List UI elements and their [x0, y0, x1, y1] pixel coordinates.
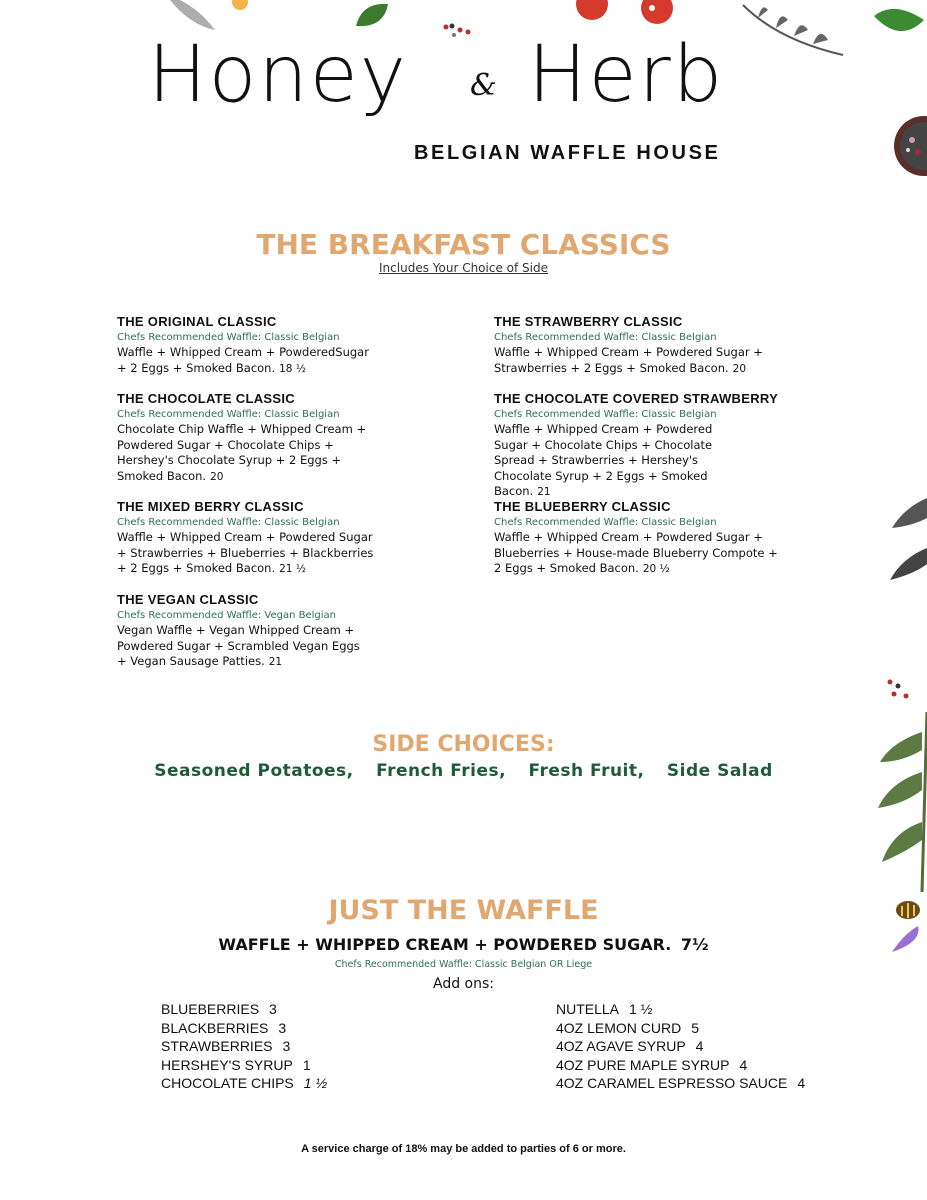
addon-item: BLUEBERRIES 3 [161, 1001, 277, 1017]
waffle-recommendation: Chefs Recommended Waffle: Classic Belgian OR Liege [334, 959, 593, 970]
side-item: French Fries, [376, 761, 507, 781]
section-title-just-the-waffle: JUST THE WAFFLE [328, 895, 599, 926]
side-item: Side Salad [666, 761, 773, 781]
spice-bowl-icon [890, 116, 927, 178]
item-description: Vegan Waffle + Vegan Whipped Cream + Powdered Sugar + Scrambled Vegan Eggs + Vegan Sausage Patties. 21 [117, 623, 360, 668]
brand-word-honey: Honey [148, 30, 408, 120]
item-description: Waffle + Whipped Cream + Powdered Sugar + Blueberries + House-made Blueberry Compote + 2 Eggs + Smoked Bacon. 20 ½ [494, 530, 778, 575]
item-name: THE BLUEBERRY CLASSIC [494, 499, 671, 514]
section-title-breakfast-classics: THE BREAKFAST CLASSICS [256, 228, 671, 261]
menu-item [117, 592, 487, 671]
addon-item: 4OZ PURE MAPLE SYRUP 4 [556, 1056, 748, 1073]
decorative-herb-top-right [738, 0, 848, 60]
item-description: Waffle + Whipped Cream + Powdered Sugar + Strawberries + 2 Eggs + Smoked Bacon. 20 [494, 345, 763, 375]
item-name: THE ORIGINAL CLASSIC [117, 314, 277, 329]
item-price: 20 [210, 470, 224, 483]
addon-item: 4OZ LEMON CURD 5 [556, 1019, 700, 1036]
addon-item: NUTELLA 1 ½ [556, 1001, 653, 1017]
addons-label: Add ons: [432, 976, 494, 992]
item-recommendation: Chefs Recommended Waffle: Classic Belgian [117, 409, 340, 420]
addon-item: BLACKBERRIES 3 [161, 1019, 287, 1036]
item-name: THE CHOCOLATE COVERED STRAWBERRY [494, 391, 779, 406]
side-item: Fresh Fruit, [528, 761, 645, 781]
waffle-price: 7½ [680, 935, 709, 954]
item-recommendation: Chefs Recommended Waffle: Classic Belgian [117, 517, 340, 528]
menu-item [494, 391, 864, 501]
peppercorns-right-icon [884, 676, 914, 702]
decorative-leaves-right [884, 488, 927, 584]
item-description: Waffle + Whipped Cream + Powdered Sugar + Chocolate Chips + Chocolate Spread + Strawberries + Hershey's Chocolate Syrup + 2 Eggs + Smoked Bacon. 21 [494, 422, 713, 498]
side-choices-list [0, 761, 927, 781]
item-name: THE CHOCOLATE CLASSIC [117, 391, 295, 406]
waffle-description: WAFFLE + WHIPPED CREAM + POWDERED SUGAR. 7½ [218, 935, 709, 954]
item-price: 21 ½ [279, 563, 307, 575]
item-name: THE VEGAN CLASSIC [117, 592, 259, 607]
addons-left-column [161, 1000, 327, 1093]
item-name: THE STRAWBERRY CLASSIC [494, 314, 683, 329]
item-price: 20 [732, 362, 747, 375]
item-price: 21 [537, 486, 551, 498]
section-subtitle: Includes Your Choice of Side [379, 261, 548, 275]
addon-item: 4OZ CARAMEL ESPRESSO SAUCE 4 [556, 1075, 806, 1092]
item-recommendation: Chefs Recommended Waffle: Classic Belgian [117, 332, 340, 343]
menu-item [117, 314, 487, 377]
addon-item: HERSHEY'S SYRUP 1 [161, 1056, 311, 1073]
brand-tagline: BELGIAN WAFFLE HOUSE [414, 142, 721, 164]
item-price: 21 [268, 656, 283, 668]
item-price: 20 ½ [642, 563, 670, 575]
item-description: Chocolate Chip Waffle + Whipped Cream + Powdered Sugar + Chocolate Chips + Hershey's Chocolate Syrup + 2 Eggs + Smoked Bacon. 20 [117, 422, 367, 483]
addon-item: 4OZ AGAVE SYRUP 4 [556, 1038, 704, 1055]
menu-item [117, 391, 487, 485]
item-recommendation: Chefs Recommended Waffle: Vegan Belgian [117, 610, 336, 621]
menu-item [117, 499, 487, 578]
item-recommendation: Chefs Recommended Waffle: Classic Belgian [494, 517, 717, 528]
item-name: THE MIXED BERRY CLASSIC [117, 499, 304, 514]
addons-right-column [556, 1000, 805, 1093]
item-recommendation: Chefs Recommended Waffle: Classic Belgian [494, 409, 717, 420]
item-price: 18 ½ [279, 362, 307, 375]
basil-leaf-icon [870, 0, 927, 44]
menu-item [494, 499, 864, 578]
addon-item: CHOCOLATE CHIPS 1 ½ [161, 1075, 328, 1092]
menu-item [494, 314, 864, 377]
service-charge-note: A service charge of 18% may be added to parties of 6 or more. [301, 1143, 626, 1155]
brand-ampersand: & [470, 68, 497, 103]
item-description: Waffle + Whipped Cream + PowderedSugar + 2 Eggs + Smoked Bacon. 18 ½ [117, 345, 369, 375]
addon-item: STRAWBERRIES 3 [161, 1038, 291, 1055]
item-recommendation: Chefs Recommended Waffle: Classic Belgian [494, 332, 717, 343]
brand-word-herb: Herb [528, 30, 725, 120]
item-description: Waffle + Whipped Cream + Powdered Sugar + Strawberries + Blueberries + Blackberries + 2 Eggs + Smoked Bacon. 21 ½ [117, 530, 374, 575]
section-title-side-choices: SIDE CHOICES: [372, 732, 555, 757]
side-item: Seasoned Potatoes, [154, 761, 354, 781]
brand-logo [148, 28, 748, 138]
tomato-icon [572, 0, 682, 30]
